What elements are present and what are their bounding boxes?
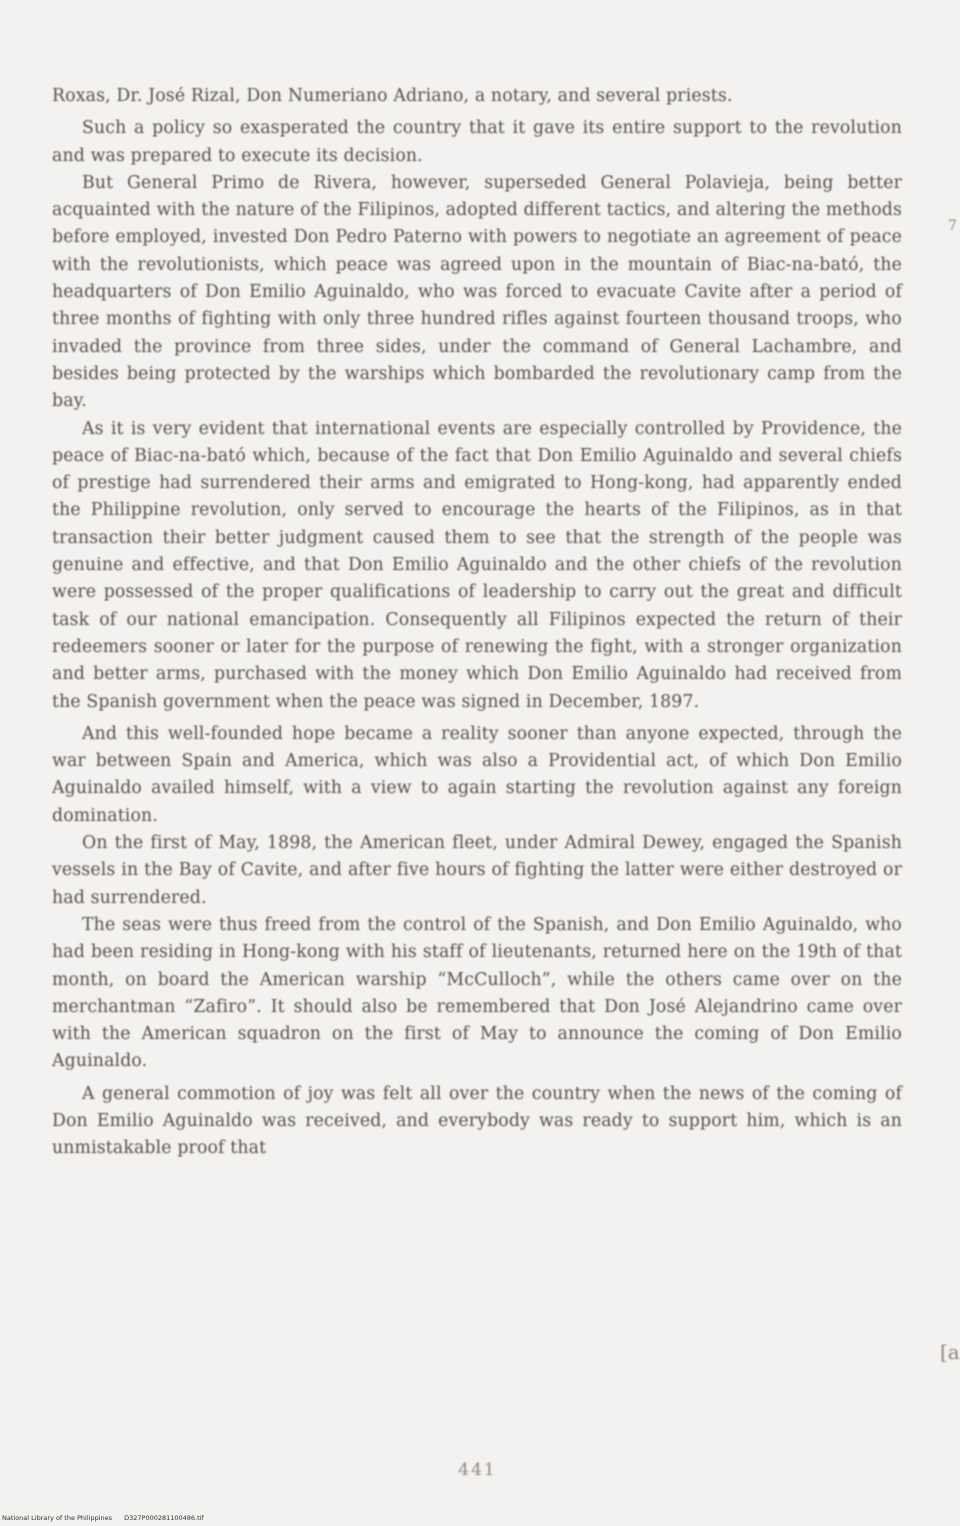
scan-footer [2,1514,204,1522]
paragraph-2: Such a policy so exasperated the country that it gave its entire support to the revolution and was prepared to execute its decision. [52,118,902,166]
footer-file-code: D327P000281100486.tif [124,1514,204,1522]
paragraph-7: The seas were thus freed from the control of the Spanish, and Don Emilio Aguinaldo, who had been residing in Hong-kong with his staff of lieutenants, returned here on the 19th of that month, on board the American warship “McCulloch”, while the others came over on the merchantman “Zafiro”. It should also be remembered that Don José Alejandrino came over with the American squadron on the first of May to announce the coming of Don Emilio Aguinaldo. [52,914,902,1072]
margin-mark-seven: 7 [948,218,957,234]
margin-mark-bracket: [a [940,1340,960,1364]
footer-library-name: National Library of the Philippines [2,1514,113,1522]
paragraph-6: On the first of May, 1898, the American fleet, under Admiral Dewey, engaged the Spanish vessels in the Bay of Cavite, and after five hours of fighting the latter were either destroyed or had surrendered. [52,833,902,908]
page-number: 441 [458,1460,497,1480]
paragraph-8: A general commotion of joy was felt all over the country when the news of the coming of Don Emilio Aguinaldo was received, and everybody was ready to support him, which is an unmistakable proof that [52,1083,902,1159]
paragraph-5: And this well-founded hope became a reality sooner than anyone expected, through the war between Spain and America, which was also a Providential act, of which Don Emilio Aguinaldo availed himself, with a view to again starting the revolution against any foreign domination. [52,723,902,826]
body-text [52,83,902,1163]
paragraph-3: But General Primo de Rivera, however, superseded General Polavieja, being better acquainted with the nature of the Filipinos, adopted different tactics, and altering the methods before employed, invested Don Pedro Paterno with powers to negotiate an agreement of peace with the revolutionists, which peace was agreed upon in the mountain of Biac-na-bató, the headquarters of Don Emilio Aguinaldo, who was forced to evacuate Cavite after a period of three months of fighting with only three hundred rifles against fourteen thousand troops, who invaded the province from three sides, under the command of General Lachambre, and besides being protected by the warships which bombarded the revolutionary camp from the bay. [52,172,902,412]
paragraph-4: As it is very evident that international events are especially controlled by Providence, the peace of Biac-na-bató which, because of the fact that Don Emilio Aguinaldo and several chiefs of prestige had surrendered their arms and emigrated to Hong-kong, had apparently ended the Philippine revolution, only served to encourage the hearts of the Filipinos, as in that transaction their better judgment caused them to see that the strength of the people was genuine and effective, and that Don Emilio Aguinaldo and the other chiefs of the revolution were possessed of the proper qualifications of leadership to carry out the great and difficult task of our national emancipation. Consequently all Filipinos expected the return of their redeemers sooner or later for the purpose of renewing the fight, with a stronger organization and better arms, purchased with the money which Don Emilio Aguinaldo had received from the Spanish government when the peace was signed in December, 1897. [52,418,902,712]
paragraph-1: Roxas, Dr. José Rizal, Don Numeriano Adriano, a notary, and several priests. [52,86,733,106]
